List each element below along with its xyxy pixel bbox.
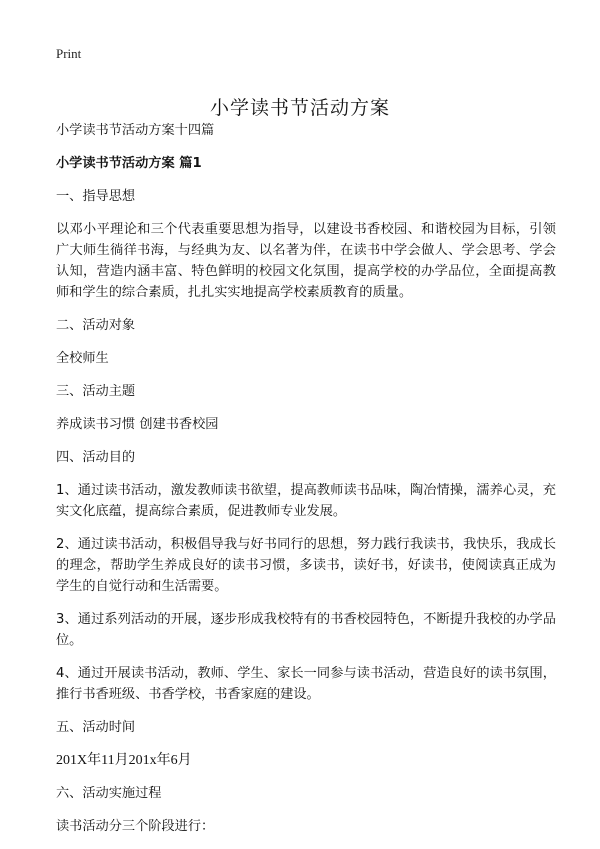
process-paragraph: 读书活动分三个阶段进行： [56,819,215,834]
purpose-item-3: 3、通过系列活动的开展，逐步形成我校特有的书香校园特色，不断提升我校的办学品位。 [56,612,556,648]
document-subtitle: 小学读书节活动方案十四篇 [56,123,215,138]
document-body [56,120,556,849]
print-link[interactable]: Print [56,46,82,61]
guiding-paragraph: 以邓小平理论和三个代表重要思想为指导，以建设书香校园、和谐校园为目标，引领广大师生徜徉书海，与经典为友、以名著为伴，在读书中学会做人、学会思考、学会认知，营造内涵丰富、特色鲜明的校园文化氛围，提高学校的办学品位，全面提高教师和学生的综合素质，扎扎实实地提高学校素质教育的质量。 [56,222,556,300]
page-title: 小学读书节活动方案 [209,96,390,119]
section-heading-theme: 三、活动主题 [56,384,136,399]
section-heading-time: 五、活动时间 [56,720,136,735]
section-heading-target: 二、活动对象 [56,318,136,333]
purpose-item-4: 4、通过开展读书活动，教师、学生、家长一同参与读书活动，营造良好的读书氛围，推行书香班级、书香学校，书香家庭的建设。 [56,666,556,702]
section-heading-process: 六、活动实施过程 [56,786,162,801]
section-heading-guiding: 一、指导思想 [56,189,136,204]
purpose-item-1: 1、通过读书活动，激发教师读书欲望，提高教师读书品味，陶冶情操，濡养心灵，充实文化底蕴，提高综合素质，促进教师专业发展。 [56,483,556,519]
time-paragraph: 201X年11月201x年6月 [56,753,192,768]
purpose-item-2: 2、通过读书活动，积极倡导我与好书同行的思想，努力践行我读书，我快乐，我成长的理念，帮助学生养成良好的读书习惯，多读书，读好书，好读书，使阅读真正成为学生的自觉行动和生活需要。 [56,537,556,594]
target-paragraph: 全校师生 [56,351,109,366]
article-heading: 小学读书节活动方案 篇1 [56,156,202,171]
section-heading-purpose: 四、活动目的 [56,450,136,465]
theme-paragraph: 养成读书习惯 创建书香校园 [56,417,219,432]
